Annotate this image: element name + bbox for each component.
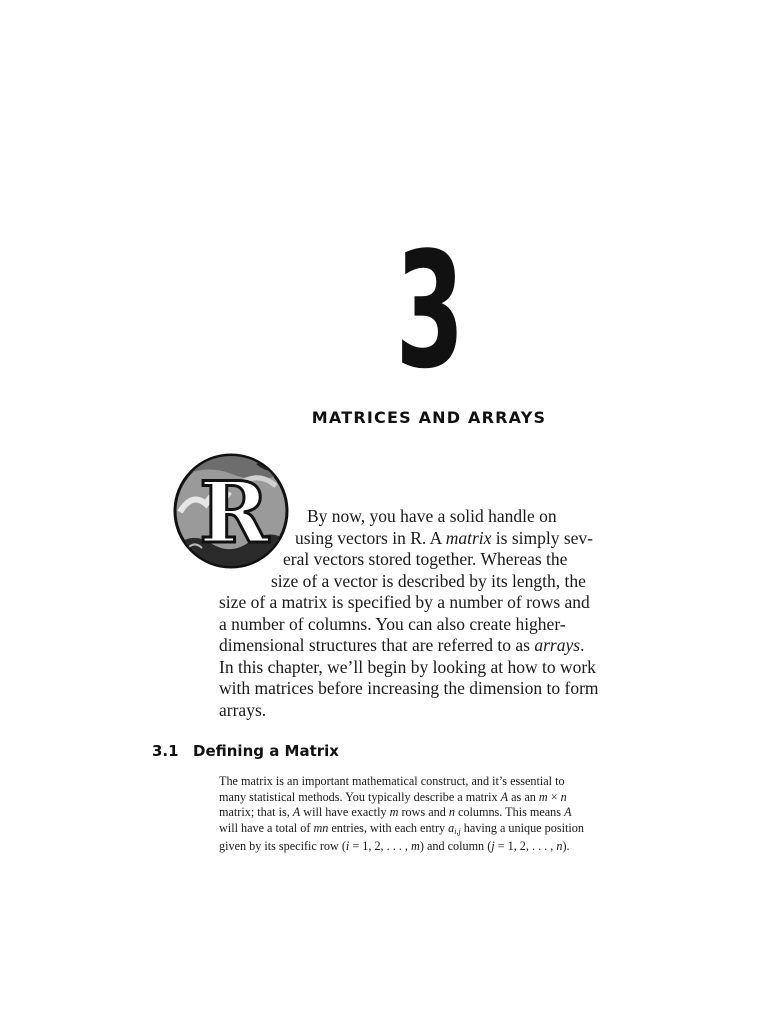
intro-line: By now, you have a solid handle on	[307, 506, 557, 526]
intro-line: with matrices before increasing the dimension to form	[219, 678, 599, 698]
intro-line: In this chapter, we’ll begin by looking at how to work	[219, 656, 596, 677]
chapter-title: MATRICES AND ARRAYS	[311, 408, 547, 427]
intro-line: size of a vector is described by its length, the	[271, 570, 586, 591]
intro-line: a number of columns. You can also create higher-	[219, 613, 566, 634]
intro-line: arrays.	[219, 699, 267, 720]
paragraph-line: The matrix is an important mathematical construct, and it’s essential to	[219, 774, 565, 788]
intro-line: dimensional structures that are referred to as arrays.	[219, 635, 585, 655]
section-title: Defining a Matrix	[193, 742, 339, 760]
chapter-number: 3	[395, 217, 465, 404]
intro-line: using vectors in R. A matrix is simply sev-	[295, 527, 594, 548]
section-heading	[152, 742, 339, 760]
intro-line: eral vectors stored together. Whereas the	[283, 549, 568, 569]
intro-line: size of a matrix is specified by a number of rows and	[219, 592, 590, 612]
section-number: 3.1	[152, 742, 179, 760]
paragraph-line: many statistical methods. You typically describe a matrix A as an m × n	[219, 789, 567, 804]
paragraph-line: will have a total of mn entries, with each entry $a_{i,j}$ having a unique position	[219, 820, 584, 836]
body-paragraph	[219, 774, 639, 855]
svg-text:R: R	[199, 463, 269, 562]
paragraph-line: given by its specific row (i = 1, 2, . . . , m) and column (j = 1, 2, . . . , n).	[219, 839, 570, 854]
intro-paragraph	[219, 506, 659, 721]
paragraph-line: matrix; that is, A will have exactly m rows and n columns. This means A	[219, 805, 572, 820]
